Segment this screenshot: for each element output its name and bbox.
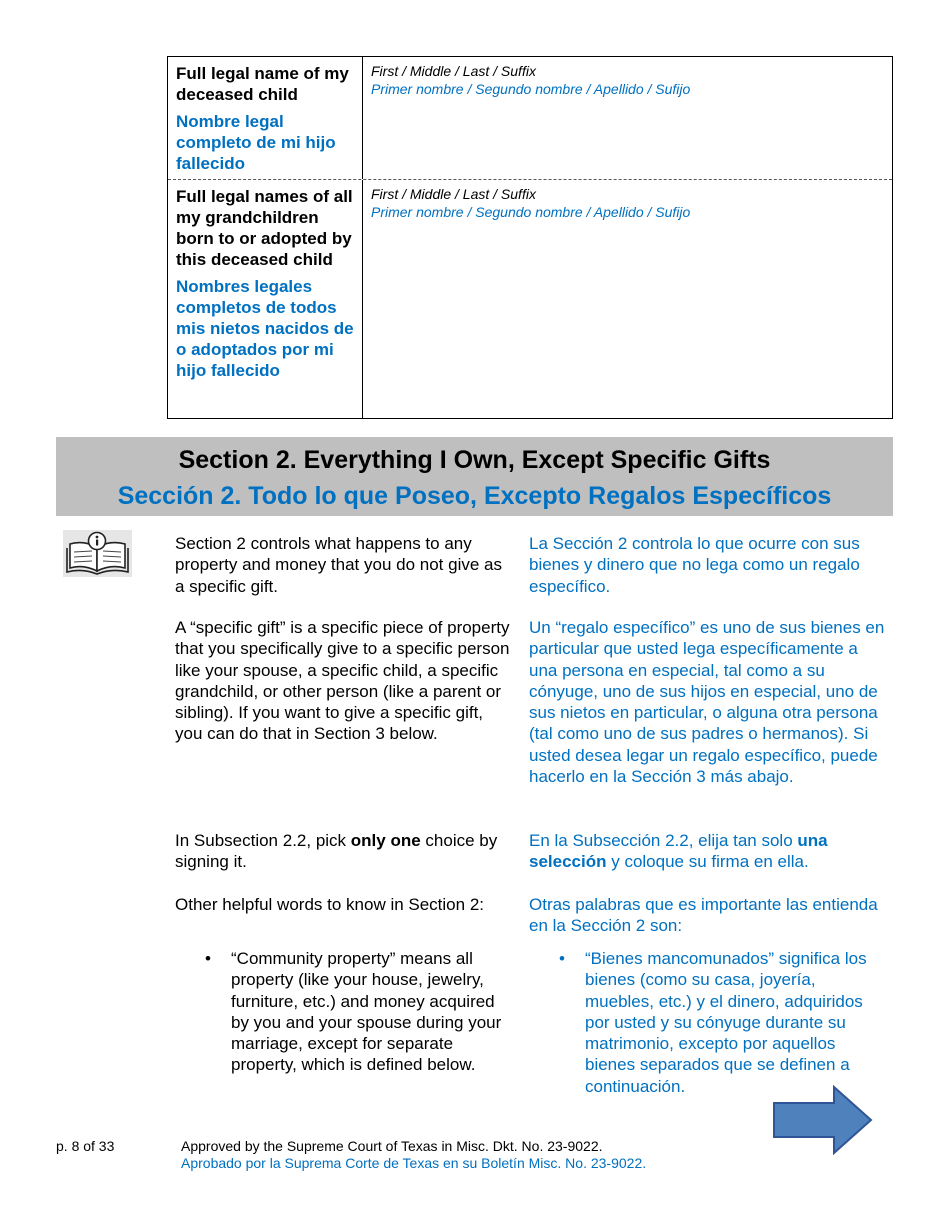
pick-one-bold-es: una selección: [529, 831, 828, 872]
community-property-bullet-en: [205, 948, 515, 1076]
section-2-header: [56, 437, 893, 516]
deceased-child-label-cell: [168, 57, 363, 179]
deceased-child-name-field[interactable]: [363, 57, 892, 179]
name-hint-es: Primer nombre / Segundo nombre / Apellido / Sufijo: [371, 204, 691, 220]
deceased-child-label-es: Nombre legal completo de mi hijo fallecido: [176, 112, 336, 173]
specific-gift-paragraph-es: Un “regalo específico” es uno de sus bienes en particular que usted lega específicamente a una persona en especial, tal como a su cónyuge, uno de sus hijos en especial, uno de sus nietos en particular, o alguna otra persona (tal como uno de sus padres o hermanos). Si usted desea legar un regalo específico, puede hacerlo en la Sección 3 más abajo.: [529, 618, 885, 787]
bullet-marker: •: [205, 949, 211, 968]
community-property-bullet-es: [559, 948, 889, 1097]
approval-notice: [181, 1138, 646, 1172]
pick-one-text-es: En la Subsección 2.2, elija tan solo: [529, 831, 798, 850]
pick-one-text-es-end: y coloque su firma en ella.: [606, 852, 809, 872]
grandchildren-label-es: Nombres legales completos de todos mis nietos nacidos de o adoptados por mi hijo fallecido: [176, 277, 354, 380]
approval-es: Aprobado por la Suprema Corte de Texas en su Boletín Misc. No. 23-9022.: [181, 1155, 647, 1171]
grandchildren-label-cell: [168, 180, 363, 418]
pick-one-text-en: In Subsection 2.2, pick: [175, 831, 351, 850]
community-property-text-en: “Community property” means all property (like your house, jewelry, furniture, etc.) and money acquired by you and your spouse during your marriage, except for separate property, which is defined below.: [231, 949, 502, 1075]
pick-one-bold-en: only one: [350, 831, 421, 850]
pick-one-text-en-end: choice by signing it.: [175, 831, 498, 872]
pick-one-paragraph-en: [175, 830, 515, 873]
approval-en: Approved by the Supreme Court of Texas in Misc. Dkt. No. 23-9022.: [181, 1138, 603, 1154]
bullet-marker: •: [559, 949, 565, 968]
name-hint-en: First / Middle / Last / Suffix: [371, 186, 536, 202]
info-book-icon: [63, 530, 132, 577]
grandchildren-label-en: Full legal names of all my grandchildren born to or adopted by this deceased child: [176, 187, 353, 269]
section-title-es: Sección 2. Todo lo que Poseo, Excepto Regalos Específicos: [117, 482, 832, 510]
page-number: p. 8 of 33: [56, 1138, 115, 1154]
grandchildren-names-field[interactable]: [363, 180, 892, 418]
deceased-child-row: [168, 57, 892, 180]
grandchildren-row: [168, 180, 892, 418]
names-table: [167, 56, 893, 419]
name-hint-en: First / Middle / Last / Suffix: [371, 63, 536, 79]
name-hint-es: Primer nombre / Segundo nombre / Apellido / Sufijo: [371, 81, 691, 97]
specific-gift-paragraph-en: A “specific gift” is a specific piece of property that you specifically give to a specific person like your spouse, a specific child, a specific grandchild, or other person (like a parent or sibling). If you want to give a specific gift, you can do that in Section 3 below.: [175, 618, 510, 744]
pick-one-paragraph-es: [529, 830, 889, 873]
next-page-arrow-icon[interactable]: [772, 1085, 874, 1155]
helpful-words-paragraph-es: Otras palabras que es importante las entienda en la Sección 2 son:: [529, 895, 878, 936]
helpful-words-paragraph-en: Other helpful words to know in Section 2:: [175, 895, 484, 914]
section-title-en: Section 2. Everything I Own, Except Specific Gifts: [178, 446, 771, 474]
community-property-text-es: “Bienes mancomunados” significa los bienes (como su casa, joyería, muebles, etc.) y el dinero, adquiridos por usted y su cónyuge durante su matrimonio, excepto por aquellos bienes separados que se definen a continuación.: [585, 949, 867, 1096]
deceased-child-label-en: Full legal name of my deceased child: [176, 64, 349, 104]
intro-paragraph-en: Section 2 controls what happens to any property and money that you do not give as a specific gift.: [175, 534, 502, 596]
intro-paragraph-es: La Sección 2 controla lo que ocurre con sus bienes y dinero que no lega como un regalo específico.: [529, 534, 860, 596]
